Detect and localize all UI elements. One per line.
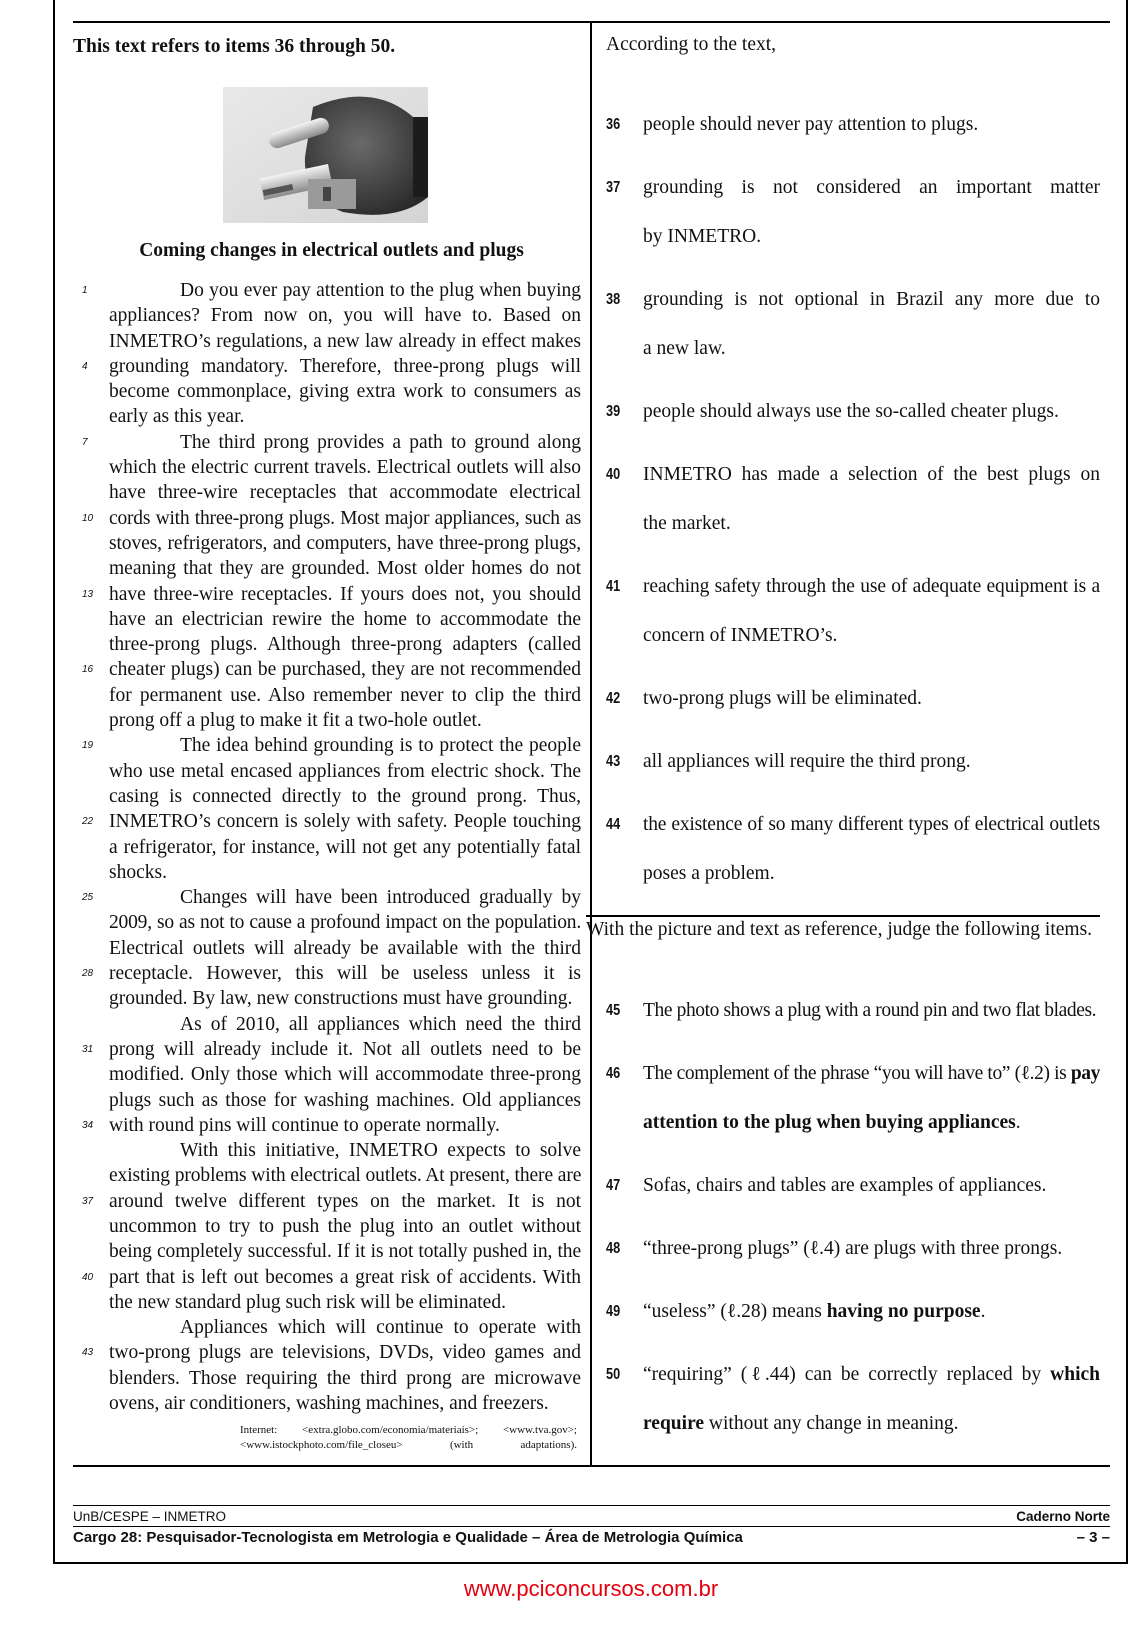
question-item [606, 163, 1100, 261]
question-number: 47 [606, 1177, 621, 1194]
judge-instructions: With the picture and text as reference, judge the following items. [586, 919, 1093, 940]
footer-page-number: – 3 – [1076, 1529, 1110, 1546]
text-line [82, 329, 582, 354]
question-item [606, 100, 1100, 149]
line-text: blenders. Those requiring the third prong are microwave [109, 1367, 581, 1389]
emphasis-text: which [1050, 1364, 1100, 1385]
line-text: a refrigerator, for instance, will not get any potentially fatal [109, 836, 581, 858]
line-text: The idea behind grounding is to protect the people [180, 735, 581, 757]
question-line [643, 387, 1100, 436]
footer-booklet: Caderno Norte [1016, 1509, 1110, 1524]
question-line [643, 1350, 1100, 1399]
line-number: 22 [82, 816, 94, 828]
footer-organization: UnB/CESPE – INMETRO [73, 1509, 227, 1524]
line-text: casing is connected directly to the ground prong. Thus, [109, 785, 581, 807]
question-text: “requiring” (ℓ.44) can be correctly replaced by [643, 1364, 1051, 1385]
text-line [82, 860, 582, 885]
text-line [82, 1239, 582, 1264]
question-text: people should never pay attention to plugs. [643, 114, 979, 135]
question-text: INMETRO has made a selection of the best plugs on [643, 464, 1100, 485]
column-divider [590, 22, 592, 1466]
text-line [82, 809, 582, 834]
question-item [606, 1350, 1100, 1448]
line-number: 7 [82, 436, 88, 448]
reading-instructions: This text refers to items 36 through 50. [73, 36, 396, 57]
line-text: appliances? From now on, you will have to. Based on [109, 305, 581, 327]
line-number: 37 [82, 1195, 94, 1207]
text-line [82, 303, 582, 328]
question-text: without any change in meaning. [704, 1413, 959, 1434]
line-text: three-prong plugs. Although three-prong adapters (called [109, 634, 581, 656]
line-text: INMETRO’s concern is solely with safety. People touching [109, 811, 581, 833]
text-line [82, 430, 582, 455]
question-line [643, 1098, 1100, 1147]
text-line [82, 936, 582, 961]
line-text: have three-wire receptacles. If yours does not, you should [109, 583, 581, 605]
line-text: INMETRO’s regulations, a new law already in effect makes [109, 330, 581, 352]
question-text: . [980, 1301, 986, 1322]
question-line [643, 212, 1100, 261]
line-text: Electrical outlets will already be available with the third [109, 937, 581, 959]
text-line [82, 1340, 582, 1365]
question-line [643, 849, 1100, 898]
article-body [82, 278, 582, 1416]
question-line [643, 1287, 1100, 1336]
question-number: 42 [606, 690, 621, 707]
text-line [82, 885, 582, 910]
line-text: With this initiative, INMETRO expects to solve [180, 1140, 581, 1162]
line-text: shocks. [109, 861, 167, 883]
question-item [606, 275, 1100, 373]
question-item [606, 986, 1100, 1035]
footer-row-2 [73, 1528, 1110, 1547]
text-line [82, 1315, 582, 1340]
text-line [82, 1163, 582, 1188]
line-number: 40 [82, 1271, 94, 1283]
question-text: grounding is not considered an important matter [643, 177, 1100, 198]
line-text: stoves, refrigerators, and computers, have three-prong plugs, [109, 532, 581, 554]
question-item [606, 387, 1100, 436]
question-number: 45 [606, 1002, 621, 1019]
line-text: ovens, air conditioners, washing machines, and freezers. [109, 1393, 549, 1415]
line-number: 10 [82, 512, 94, 524]
line-number: 34 [82, 1119, 94, 1131]
text-line [82, 379, 582, 404]
question-line [643, 986, 1100, 1035]
text-line [82, 1138, 582, 1163]
question-item [606, 1049, 1100, 1147]
line-text: Appliances which will continue to operate with [180, 1317, 581, 1339]
question-text: a new law. [643, 338, 726, 359]
question-item [606, 1161, 1100, 1210]
line-text: meaning that they are grounded. Most older homes do not [109, 558, 581, 580]
article-title: Coming changes in electrical outlets and plugs [139, 240, 524, 261]
line-text: Changes will have been introduced gradually by [180, 887, 581, 909]
question-line [643, 1161, 1100, 1210]
line-text: uncommon to try to push the plug into an outlet without [109, 1215, 581, 1237]
text-line [82, 354, 582, 379]
line-text: early as this year. [109, 406, 245, 428]
question-line [643, 611, 1100, 660]
question-item [606, 674, 1100, 723]
question-number: 36 [606, 116, 621, 133]
question-line [643, 324, 1100, 373]
citation-line: <www.istockphoto.com/file_closeu> (with adaptations). [240, 1439, 577, 1451]
question-text: people should always use the so-called cheater plugs. [643, 401, 1059, 422]
text-line [82, 506, 582, 531]
text-line [82, 1012, 582, 1037]
question-item [606, 737, 1100, 786]
text-line [82, 1088, 582, 1113]
question-number: 50 [606, 1366, 621, 1383]
text-line [82, 708, 582, 733]
text-line [82, 759, 582, 784]
line-number: 19 [82, 740, 94, 752]
question-line [643, 674, 1100, 723]
text-line [82, 961, 582, 986]
footer-rule-middle [73, 1526, 1110, 1527]
line-number: 1 [82, 285, 88, 296]
question-line [643, 1049, 1100, 1098]
question-text: poses a problem. [643, 863, 775, 884]
question-line [643, 100, 1100, 149]
question-number: 40 [606, 466, 621, 483]
text-line [82, 986, 582, 1011]
line-number: 28 [82, 968, 94, 980]
question-text: “useless” (ℓ.28) means [643, 1301, 827, 1322]
text-line [82, 657, 582, 682]
text-line [82, 556, 582, 581]
text-line [82, 733, 582, 758]
question-number: 39 [606, 403, 621, 420]
question-line [643, 800, 1100, 849]
emphasis-text: having no purpose [826, 1301, 981, 1322]
line-number: 43 [82, 1347, 94, 1359]
question-number: 38 [606, 291, 621, 308]
text-line [82, 531, 582, 556]
line-text: for permanent use. Also remember never to clip the third [109, 684, 581, 706]
question-group-1 [606, 100, 1100, 898]
line-text: Do you ever pay attention to the plug when buying [180, 280, 581, 301]
text-line [82, 1265, 582, 1290]
emphasis-text: require [643, 1413, 705, 1434]
line-number: 31 [82, 1043, 94, 1055]
line-number: 16 [82, 664, 94, 676]
question-item [606, 1287, 1100, 1336]
question-number: 49 [606, 1303, 621, 1320]
line-text: have an electrician rewire the home to accommodate the [109, 608, 581, 630]
question-text: grounding is not optional in Brazil any more due to [643, 289, 1100, 310]
text-line [82, 582, 582, 607]
question-text: two-prong plugs will be eliminated. [643, 688, 922, 709]
question-text: reaching safety through the use of adequate equipment is a [643, 576, 1100, 597]
text-line [82, 910, 582, 935]
line-text: cords with three-prong plugs. Most major appliances, such as [109, 507, 581, 529]
question-text: . [1015, 1112, 1021, 1133]
question-item [606, 800, 1100, 898]
footer-position: Cargo 28: Pesquisador-Tecnologista em Metrologia e Qualidade – Área de Metrologia Química [73, 1529, 743, 1546]
line-number: 25 [82, 892, 94, 904]
text-line [82, 683, 582, 708]
question-line [643, 737, 1100, 786]
source-citation [240, 1423, 577, 1453]
question-item [606, 450, 1100, 548]
question-line [643, 1399, 1100, 1448]
line-number: 4 [82, 360, 88, 372]
line-text: modified. Only those which will accommodate three-prong [109, 1064, 581, 1086]
line-text: cheater plugs) can be purchased, they are not recommended [109, 659, 581, 681]
line-text: who use metal encased appliances from electric shock. The [109, 760, 581, 782]
line-text: plugs such as those for washing machines. Old appliances [109, 1089, 581, 1111]
question-line [643, 275, 1100, 324]
emphasis-text: attention to the plug when buying appliances [643, 1112, 1016, 1133]
question-number: 48 [606, 1240, 621, 1257]
line-text: become commonplace, giving extra work to consumers as [109, 381, 581, 403]
question-text: by INMETRO. [643, 226, 762, 247]
line-text: around twelve different types on the market. It is not [109, 1190, 581, 1212]
question-line [643, 562, 1100, 611]
line-text: which the electric current travels. Electrical outlets will also [109, 457, 581, 479]
text-line [82, 1189, 582, 1214]
question-text: all appliances will require the third prong. [643, 751, 971, 772]
text-line [82, 1290, 582, 1315]
text-line [82, 1366, 582, 1391]
question-text: the market. [643, 513, 731, 534]
line-text: grounding mandatory. Therefore, three-prong plugs will [109, 355, 581, 377]
footer-rule-top [73, 1505, 1110, 1506]
question-number: 41 [606, 578, 621, 595]
line-number: 13 [82, 588, 94, 600]
text-line [82, 784, 582, 809]
emphasis-text: pay [1070, 1063, 1100, 1084]
text-line [82, 278, 582, 303]
question-text: Sofas, chairs and tables are examples of appliances. [643, 1175, 1047, 1196]
question-line [643, 499, 1100, 548]
question-text: the existence of so many different types of electrical outlets [643, 814, 1100, 835]
text-line [82, 455, 582, 480]
question-text: The complement of the phrase “you will have to” (ℓ.2) is [643, 1063, 1071, 1084]
text-line [82, 1037, 582, 1062]
line-text: the new standard plug such risk will be eliminated. [109, 1291, 506, 1313]
question-number: 37 [606, 179, 621, 196]
text-line [82, 1391, 582, 1416]
question-text: “three-prong plugs” (ℓ.4) are plugs with three prongs. [643, 1238, 1063, 1259]
question-item [606, 562, 1100, 660]
footer-row-1 [73, 1508, 1110, 1525]
line-text: prong will already include it. Not all outlets need to be [109, 1038, 581, 1060]
question-group-2 [606, 986, 1100, 1448]
question-number: 44 [606, 816, 621, 833]
question-item [606, 1224, 1100, 1273]
section-divider [586, 915, 1100, 917]
question-line [643, 1224, 1100, 1273]
text-line [82, 1062, 582, 1087]
text-line [82, 1214, 582, 1239]
site-link[interactable]: www.pciconcursos.com.br [463, 1576, 719, 1601]
question-number: 46 [606, 1065, 621, 1082]
bottom-rule [73, 1465, 1110, 1467]
text-line [82, 480, 582, 505]
line-text: being completely successful. If it is not totally pushed in, the [109, 1241, 581, 1263]
line-text: The third prong provides a path to ground along [180, 431, 581, 453]
question-line [643, 450, 1100, 499]
question-text: The photo shows a plug with a round pin and two flat blades. [643, 1000, 1097, 1021]
line-text: have three-wire receptacles that accommodate electrical [109, 482, 581, 504]
text-line [82, 1113, 582, 1138]
text-line [82, 632, 582, 657]
text-line [82, 607, 582, 632]
question-number: 43 [606, 753, 621, 770]
text-line [82, 404, 582, 429]
line-text: existing problems with electrical outlets. At present, there are [109, 1165, 582, 1187]
question-line [643, 163, 1100, 212]
text-line [82, 835, 582, 860]
question-column [586, 20, 1100, 1462]
citation-line: Internet: <extra.globo.com/economia/materiais>; <www.tva.gov>; [240, 1424, 577, 1436]
plug-photo [223, 87, 428, 223]
line-text: prong off a plug to make it fit a two-hole outlet. [109, 710, 482, 732]
line-text: grounded. By law, new constructions must have grounding. [109, 988, 573, 1010]
line-text: with round pins will continue to operate normally. [109, 1114, 500, 1136]
line-text: As of 2010, all appliances which need the third [180, 1013, 581, 1035]
line-text: receptacle. However, this will be useless unless it is [109, 963, 581, 985]
questions-intro: According to the text, [606, 34, 777, 55]
question-text: concern of INMETRO’s. [643, 625, 838, 646]
line-text: two-prong plugs are televisions, DVDs, video games and [109, 1342, 581, 1364]
line-text: 2009, so as not to cause a profound impact on the population. [109, 912, 581, 934]
line-text: part that is left out becomes a great risk of accidents. With [109, 1266, 581, 1288]
